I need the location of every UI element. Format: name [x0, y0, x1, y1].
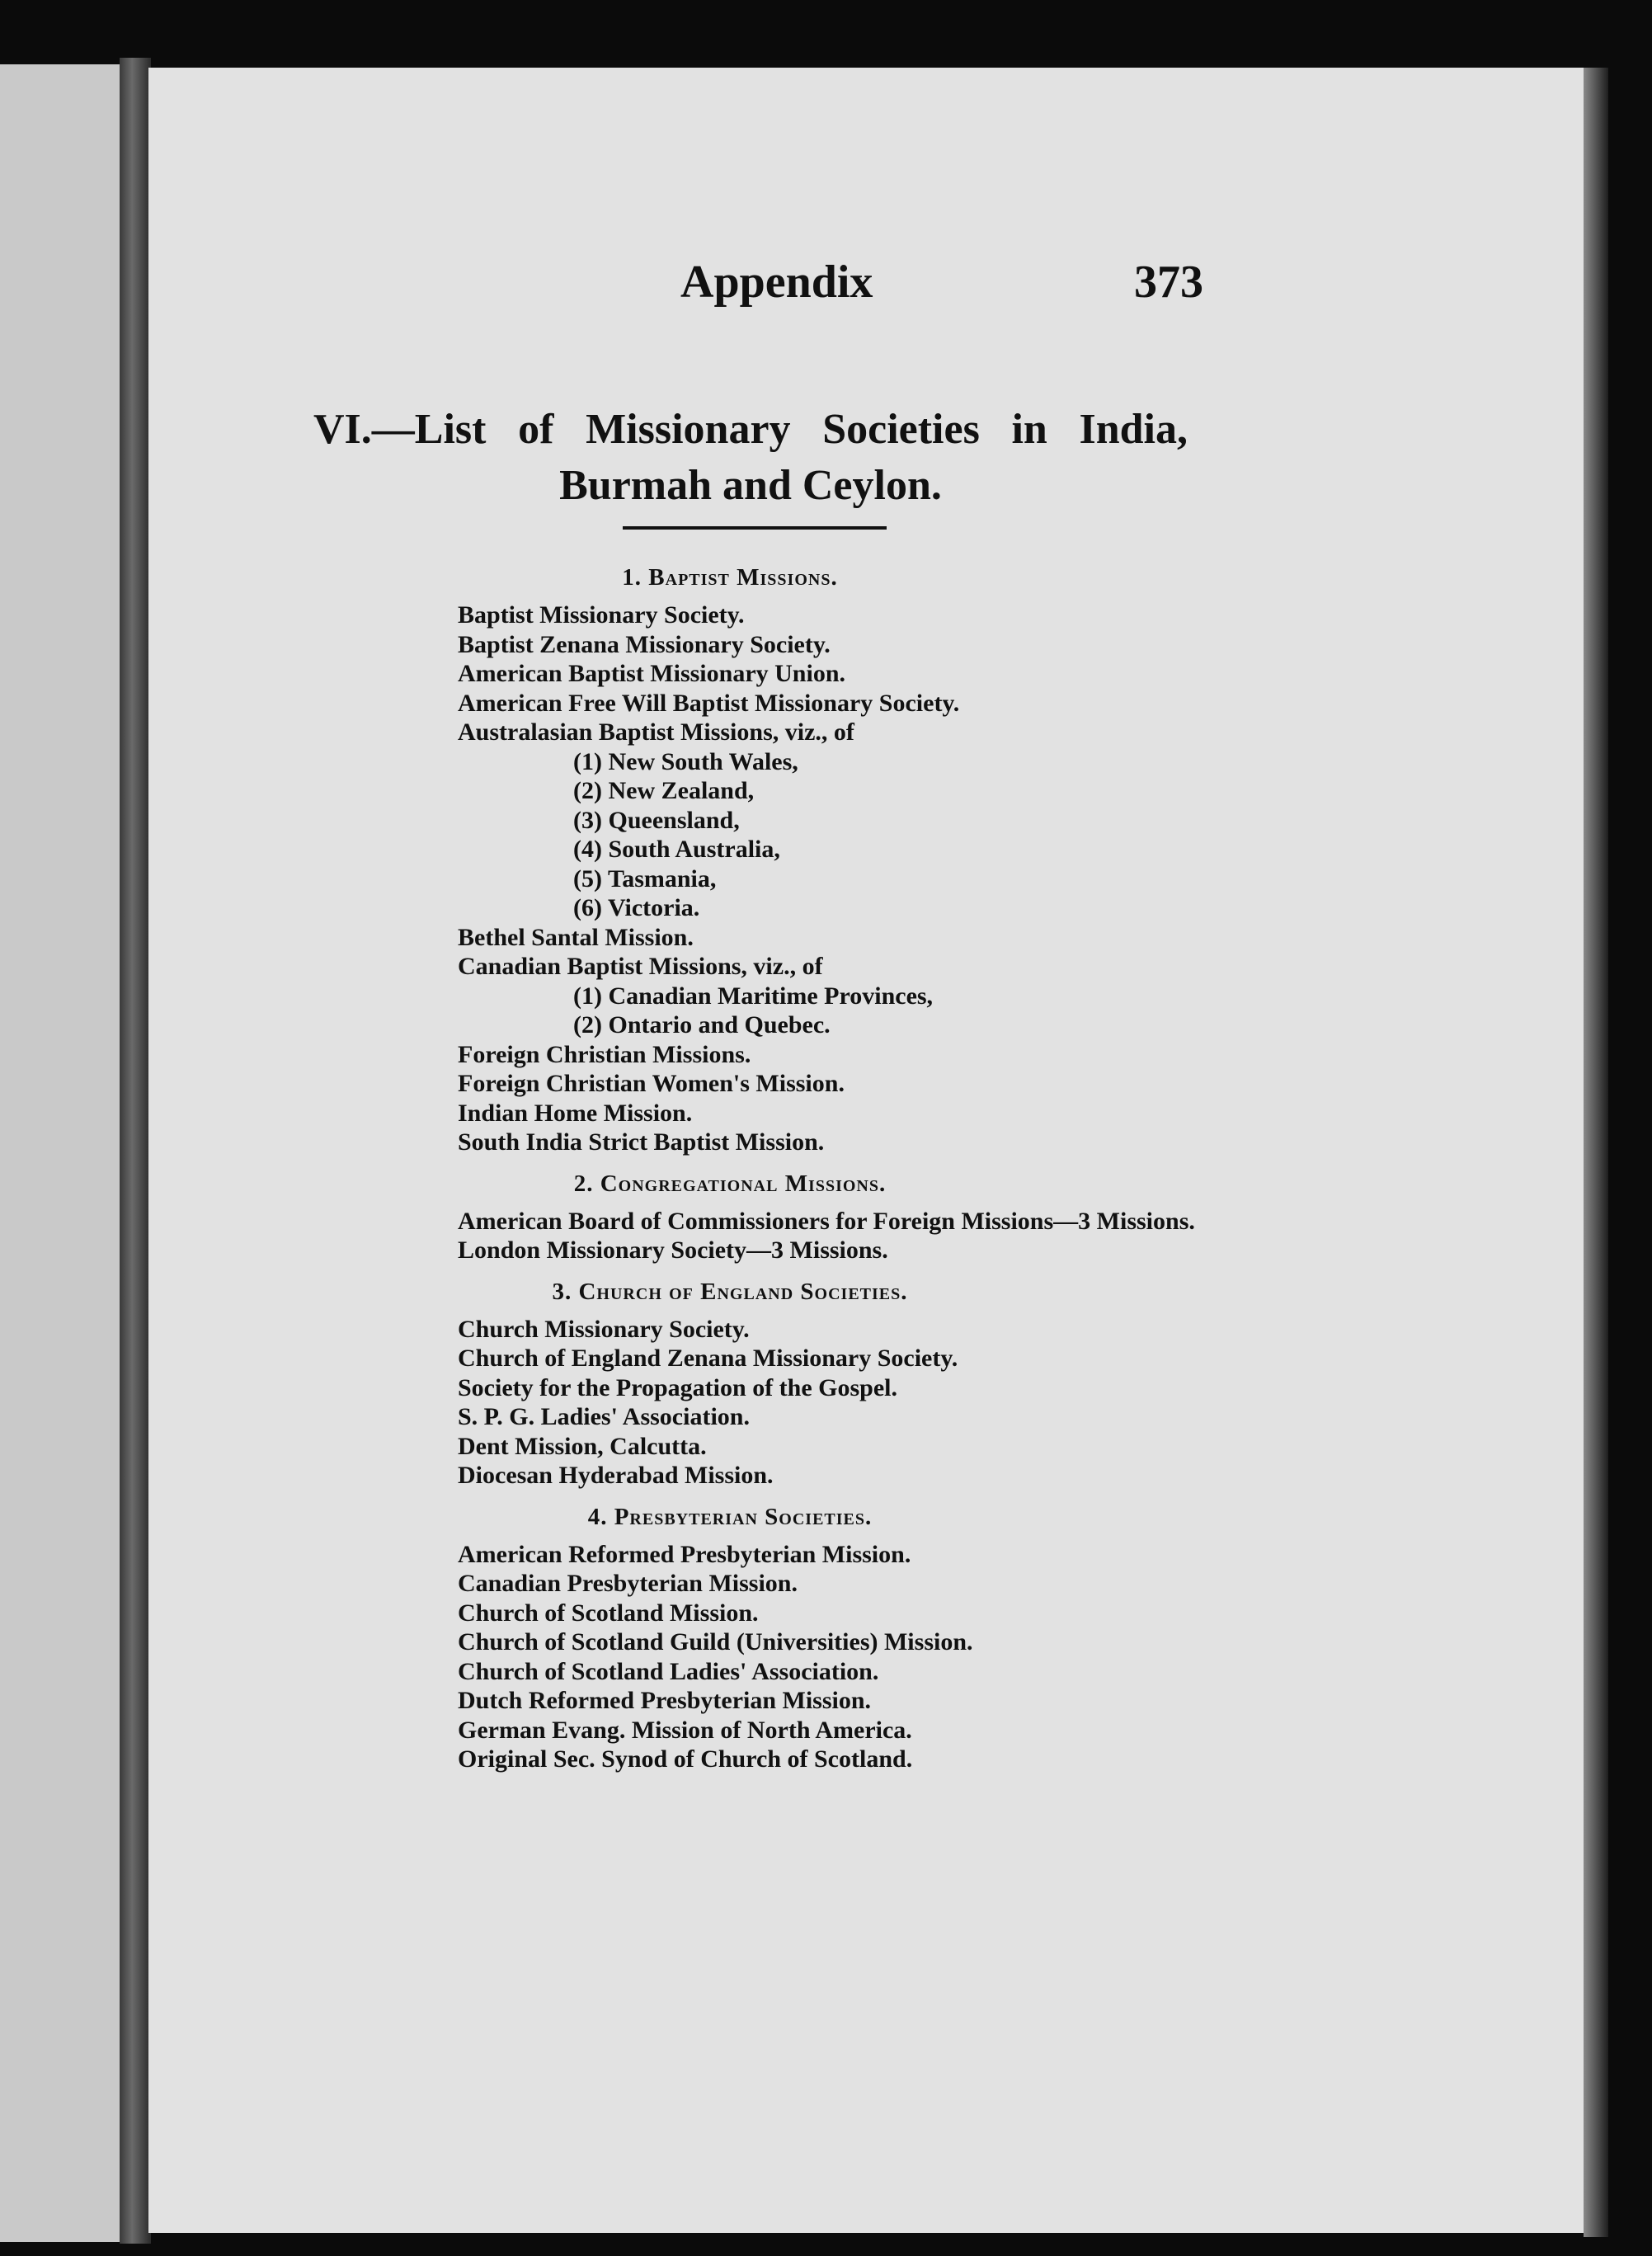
title-line-2: Burmah and Ceylon. — [559, 462, 942, 509]
list-item: American Baptist Missionary Union. — [458, 660, 846, 687]
sub-list-item: (6) Victoria. — [573, 894, 700, 921]
list-item: Dutch Reformed Presbyterian Mission. — [458, 1687, 872, 1714]
section-heading: 2. Congregational Missions. — [573, 1170, 887, 1197]
right-page-edge — [1584, 68, 1608, 2237]
list-item: Australasian Baptist Missions, viz., of — [458, 718, 854, 746]
list-item: South India Strict Baptist Mission. — [458, 1128, 825, 1156]
list-item: Baptist Missionary Society. — [458, 601, 745, 629]
heading-gap — [458, 1307, 1381, 1315]
list-item: Church of Scotland Mission. — [458, 1599, 759, 1627]
sub-list-item: (3) Queensland, — [573, 806, 740, 834]
list-item: S. P. G. Ladies' Association. — [458, 1403, 750, 1430]
list-item: Bethel Santal Mission. — [458, 923, 694, 951]
list-item: Society for the Propagation of the Gospel. — [458, 1373, 898, 1401]
sub-list-item: (1) Canadian Maritime Provinces, — [573, 982, 934, 1010]
page-number: 373 — [1134, 257, 1203, 308]
book-spine — [120, 58, 151, 2244]
society-list — [458, 563, 1381, 1774]
heading-gap — [458, 592, 1381, 601]
list-item: Church of Scotland Ladies' Association. — [458, 1657, 879, 1685]
section-heading: 1. Baptist Missions. — [622, 564, 838, 591]
sub-list-item: (2) New Zealand, — [573, 777, 755, 804]
list-item: London Missionary Society—3 Missions. — [458, 1236, 888, 1264]
list-item: Dent Mission, Calcutta. — [458, 1432, 707, 1460]
list-item: Foreign Christian Missions. — [458, 1040, 751, 1068]
sub-list-item: (2) Ontario and Quebec. — [573, 1011, 831, 1039]
list-item: Original Sec. Synod of Church of Scotland. — [458, 1745, 913, 1773]
list-item: Church of Scotland Guild (Universities) Mission. — [458, 1628, 973, 1655]
page-header — [148, 256, 1584, 322]
title-line-1: VI.—List of Missionary Societies in India, — [313, 406, 1188, 453]
heading-gap — [458, 1199, 1381, 1207]
list-item: Indian Home Mission. — [458, 1099, 693, 1127]
list-item: American Free Will Baptist Missionary Society. — [458, 689, 960, 717]
list-item: Foreign Christian Women's Mission. — [458, 1070, 845, 1097]
section-heading: 3. Church of England Societies. — [552, 1278, 908, 1305]
list-item: German Evang. Mission of North America. — [458, 1716, 912, 1744]
page-title — [313, 402, 1188, 514]
sub-list-item: (1) New South Wales, — [573, 747, 798, 775]
section-gap — [458, 1491, 1381, 1502]
heading-gap — [458, 1532, 1381, 1540]
list-item: Baptist Zenana Missionary Society. — [458, 630, 831, 658]
left-page-edge — [0, 64, 124, 2242]
title-rule — [623, 526, 887, 530]
section-heading: 4. Presbyterian Societies. — [587, 1503, 873, 1530]
section-gap — [458, 1157, 1381, 1169]
list-item: Church of England Zenana Missionary Society. — [458, 1345, 958, 1372]
list-item: Diocesan Hyderabad Mission. — [458, 1462, 774, 1489]
list-item: Canadian Presbyterian Mission. — [458, 1570, 798, 1597]
list-item: Church Missionary Society. — [458, 1315, 750, 1343]
section-gap — [458, 1265, 1381, 1277]
sub-list-item: (4) South Australia, — [573, 836, 780, 863]
list-item: American Board of Commissioners for Foreign Missions—3 Missions. — [458, 1207, 1195, 1235]
running-head: Appendix — [680, 257, 873, 308]
sub-list-item: (5) Tasmania, — [573, 864, 717, 893]
list-item: American Reformed Presbyterian Mission. — [458, 1540, 911, 1568]
list-item: Canadian Baptist Missions, viz., of — [458, 953, 823, 980]
book-page — [148, 68, 1584, 2233]
